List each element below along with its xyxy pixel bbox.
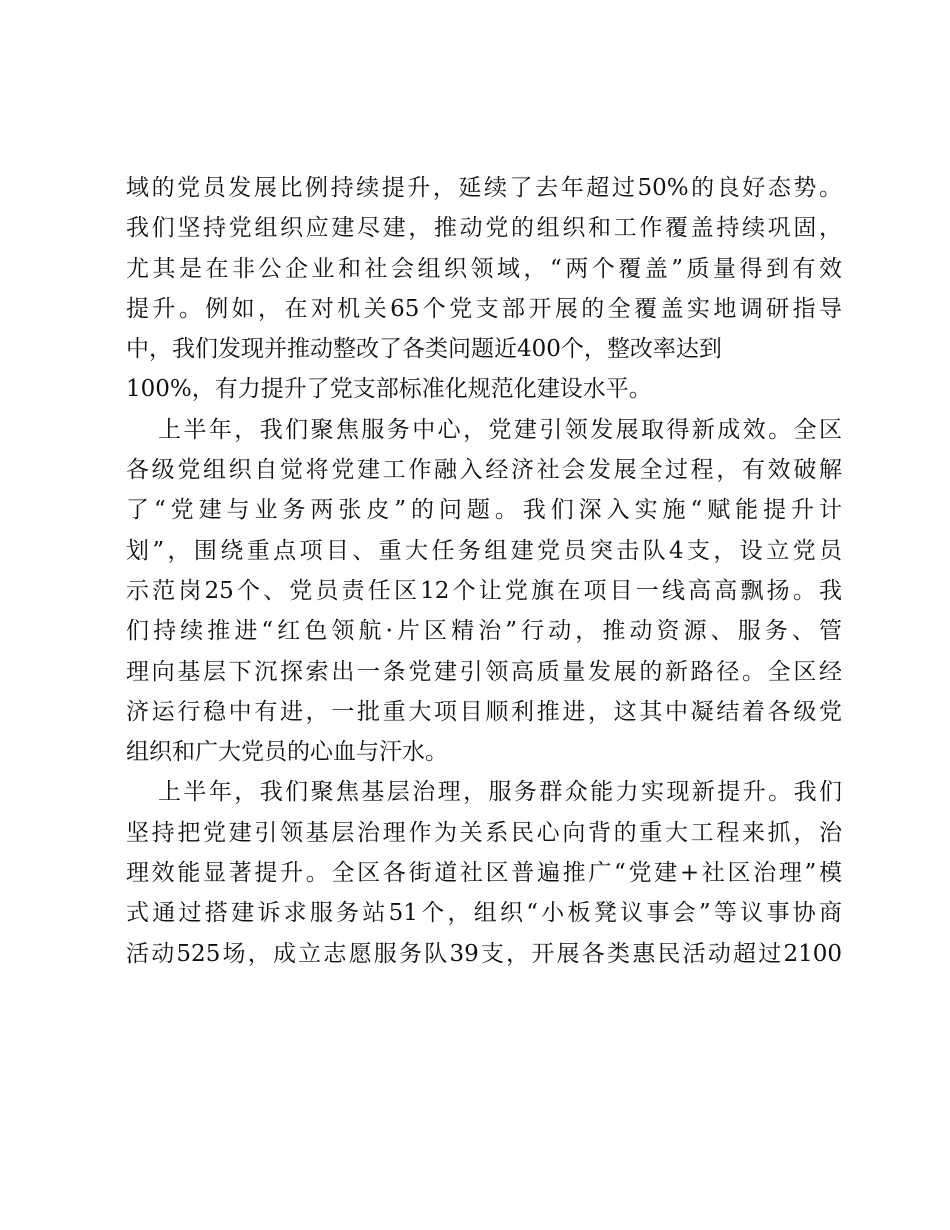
text-line: 域的党员发展比例持续提升，延续了去年超过50%的良好态势。 xyxy=(126,175,842,201)
text-line: 理效能显著提升。全区各街道社区普遍推广“党建+社区治理”模 xyxy=(126,860,842,887)
document-body xyxy=(126,168,842,974)
text-line: 了“党建与业务两张皮”的问题。我们深入实施“赋能提升计 xyxy=(126,497,842,524)
text-line: 们持续推进“红色领航·片区精治”行动，推动资源、服务、管 xyxy=(126,618,842,645)
text-line: 济运行稳中有进，一批重大项目顺利推进，这其中凝结着各级党 xyxy=(126,698,842,725)
text-line: 我们坚持党组织应建尽建，推动党的组织和工作覆盖持续巩固， xyxy=(126,215,842,242)
text-line: 示范岗25个、党员责任区12个让党旗在项目一线高高飘扬。我 xyxy=(126,577,842,604)
text-line: 划”，围绕重点项目、重大任务组建党员突击队4支，设立党员 xyxy=(126,537,842,564)
paragraph-first-line: 上半年，我们聚焦服务中心，党建引领发展取得新成效。全区 xyxy=(158,416,842,443)
text-line: 组织和广大党员的心血与汗水。 xyxy=(126,739,448,766)
paragraph-first-line: 上半年，我们聚焦基层治理，服务群众能力实现新提升。我们 xyxy=(158,779,842,806)
text-line: 各级党组织自觉将党建工作融入经济社会发展全过程，有效破解 xyxy=(126,457,842,484)
text-line: 100%，有力提升了党支部标准化规范化建设水平。 xyxy=(126,376,652,403)
text-line: 活动525场，成立志愿服务队39支，开展各类惠民活动超过2100 xyxy=(126,940,842,967)
text-line: 式通过搭建诉求服务站51个，组织“小板凳议事会”等议事协商 xyxy=(126,900,842,927)
text-line: 提升。例如，在对机关65个党支部开展的全覆盖实地调研指导 xyxy=(126,295,842,322)
text-line: 尤其是在非公企业和社会组织领域，“两个覆盖”质量得到有效 xyxy=(126,255,842,282)
text-line: 坚持把党建引领基层治理作为关系民心向背的重大工程来抓，治 xyxy=(126,819,842,846)
text-line: 理向基层下沉探索出一条党建引领高质量发展的新路径。全区经 xyxy=(126,658,842,685)
text-line: 中，我们发现并推动整改了各类问题近400个，整改率达到 xyxy=(126,336,722,363)
